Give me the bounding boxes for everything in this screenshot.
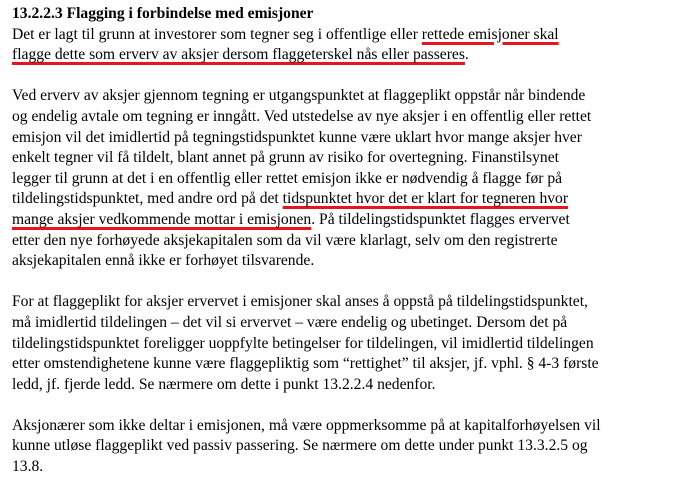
highlighted-phrase: mange aksjer vedkommende mottar i emisjonen [12,210,312,228]
line-text: ledd, jf. fjerde ledd. Se nærmere om dette i punkt 13.2.2.4 nedenfor. [12,375,436,393]
paragraph [12,86,684,271]
line-text: Det er lagt til grunn at investorer som tegner seg i offentlige eller [12,25,422,43]
text-line [12,251,684,272]
text-line [12,313,684,334]
line-text: legger til grunn at det i en offentlig eller rettet emisjon ikke er nødvendig å flagge før på [12,169,563,187]
line-text: etter omstendighetene kunne være flaggepliktig som “rettighet” til aksjer, jf. vphl. § 4-3 første [12,355,599,373]
highlighted-phrase: rettede emisjoner skal [421,25,559,43]
text-line [12,375,684,396]
text-line [12,416,684,437]
line-text: . [464,46,469,64]
paragraph [12,25,684,66]
text-line [12,189,684,210]
text-line [12,231,684,252]
text-line [12,334,684,355]
line-text: Aksjonærer som ikke deltar i emisjonen, må være oppmerksomme på at kapitalforhøyelsen vil [12,416,601,434]
line-text: enkelt tegner vil få tildelt, blant annet på grunn av risiko for overtegning. Finanstilsynet [12,149,559,167]
text-line [12,436,684,457]
line-text: etter den nye forhøyede aksjekapitalen som da vil være klarlagt, selv om den registrerte [12,231,558,249]
text-line [12,25,684,46]
line-text: tildelingstidspunktet foreligger uoppfylte betingelser for tildelingen, vil imidlertid tildelingen [12,334,594,352]
text-line [12,210,684,231]
text-line [12,354,684,375]
paragraph [12,292,684,395]
text-line [12,107,684,128]
line-text: og endelig avtale om tegning er inngått. Ved utstedelse av nye aksjer i en offentlig eller rettet [12,107,592,125]
text-line [12,457,684,478]
line-text: aksjekapitalen ennå ikke er forhøyet tilsvarende. [12,252,315,270]
line-text: For at flaggeplikt for aksjer ervervet i emisjoner skal anses å oppstå på tildelingstidspunktet, [12,293,588,311]
line-text: Ved erverv av aksjer gjennom tegning er utgangspunktet at flaggeplikt oppstår når bindende [12,87,586,105]
line-text: tildelingstidspunktet, med andre ord på det [12,190,283,208]
line-text: kunne utløse flaggeplikt ved passiv passering. Se nærmere om dette under punkt 13.3.2.5 og [12,437,588,455]
text-line [12,45,684,66]
line-text: emisjon vil det imidlertid på tegningstidspunktet kunne være uklart hvor mange aksjer hver [12,128,582,146]
highlighted-phrase: tidspunktet hvor det er klart for tegneren hvor [282,190,569,208]
text-line [12,292,684,313]
line-text: . På tildelingstidspunktet flagges ervervet [311,210,570,228]
text-line [12,128,684,149]
text-line [12,148,684,169]
line-text: 13.8. [12,458,44,476]
line-text: må imidlertid tildelingen – det vil si ervervet – være endelig og ubetinget. Dersom det på [12,313,568,331]
document-page [12,4,684,498]
section-heading: 13.2.2.3 Flagging i forbindelse med emisjoner [12,5,314,22]
text-line [12,169,684,190]
document-body [12,25,684,478]
text-line [12,86,684,107]
paragraph [12,416,684,478]
highlighted-phrase: flagge dette som erverv av aksjer dersom flaggeterskel nås eller passeres [12,46,465,64]
